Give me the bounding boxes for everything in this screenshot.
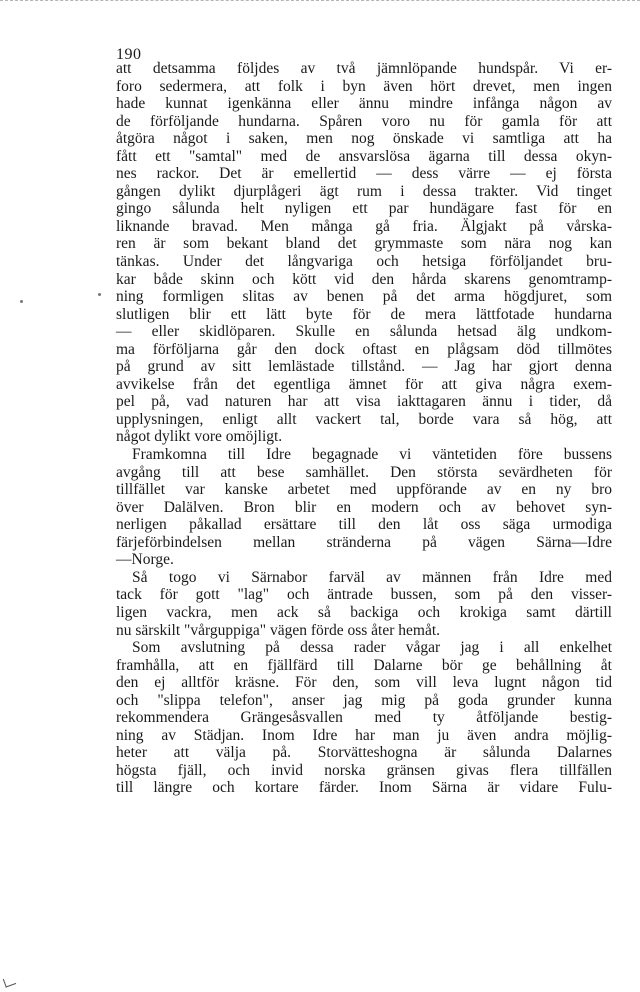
text-line: avvikelse från det egentliga ämnet för att giva några exem- — [116, 375, 612, 393]
scan-speck — [20, 300, 23, 303]
text-line: högsta fjäll, och invid norska gränsen givas flera tillfällen — [116, 761, 612, 779]
text-line: gången dylikt djurplågeri ägt rum i dessa trakter. Vid tinget — [116, 182, 612, 200]
paragraph — [116, 60, 612, 446]
text-line: fått ett "samtal" med de ansvarslösa ägarna till dessa okyn- — [116, 147, 612, 165]
text-line: och "slippa telefon", anser jag mig på goda grunder kunna — [116, 691, 612, 709]
text-line: Framkomna till Idre begagnade vi väntetiden före bussens — [132, 446, 612, 464]
text-line: upplysningen, enligt allt vackert tal, borde vara så hög, att — [116, 410, 612, 428]
text-line: Så togo vi Särnabor farväl av männen från Idre med — [132, 568, 612, 586]
text-line: över Dalälven. Bron blir en modern och av behovet syn- — [116, 498, 612, 516]
text-line: färjeförbindelsen mellan stränderna på vägen Särna—Idre — [116, 533, 612, 551]
text-line: —Norge. — [116, 551, 174, 569]
text-line: tänkas. Under det långvariga och hetsiga förföljandet bru- — [116, 253, 612, 271]
text-line: tack för gott "lag" och äntrade bussen, som på den visser- — [116, 586, 612, 604]
text-line: de förföljande hundarna. Spåren voro nu för gamla för att — [116, 112, 612, 130]
text-line: — eller skidlöparen. Skulle en sålunda hetsad älg undkom- — [116, 323, 612, 341]
scan-speck — [98, 293, 101, 296]
scan-edge — [0, 0, 640, 3]
text-line: nu särskilt "vårguppiga" vägen förde oss åter hemåt. — [116, 621, 441, 639]
text-line: rekommendera Grängesåsvallen med ty åtföljande bestig- — [116, 709, 612, 727]
text-line: ren är som bekant bland det grymmaste som nära nog kan — [116, 235, 612, 253]
text-line: foro sedermera, att folk i byn även hört drevet, men ingen — [116, 77, 612, 95]
text-line: avgång till att bese samhället. Den största sevärdheten för — [116, 463, 612, 481]
text-line: ligen vackra, men ack så backiga och krokiga samt därtill — [116, 603, 612, 621]
text-line: heter att välja på. Storvätteshogna är sålunda Dalarnes — [116, 744, 612, 762]
text-line: på grund av sitt lemlästade tillstånd. — Jag har gjort denna — [116, 358, 612, 376]
text-line: framhålla, att en fjällfärd till Dalarne bör ge behållning åt — [116, 656, 612, 674]
text-line: till längre och kortare färder. Inom Särna är vidare Fulu- — [116, 779, 612, 797]
page-number: 190 — [116, 46, 142, 63]
text-line: nes rackor. Det är emellertid — dess värre — ej första — [116, 165, 612, 183]
text-line: kar både skinn och kött vid den hårda skarens genomtramp- — [116, 270, 612, 288]
text-line: ma förföljarna går den dock oftast en plågsam död tillmötes — [116, 340, 612, 358]
text-line: gingo sålunda helt nyligen ett par hundägare fast för en — [116, 200, 612, 218]
text-line: pel på, vad naturen har att visa iakttagaren ännu i tider, då — [116, 393, 612, 411]
text-line: åtgöra något i saken, men nog önskade vi samtliga att ha — [116, 130, 612, 148]
body-text — [116, 60, 612, 797]
text-line: Som avslutning på dessa rader vågar jag i all enkelhet — [132, 639, 612, 657]
text-line: ning formligen slitas av benen på det arma högdjuret, som — [116, 288, 612, 306]
text-line: att detsamma följdes av två jämnlöpande hundspår. Vi er- — [116, 60, 612, 77]
text-line: liknande bravad. Men många gå fria. Älgjakt på vårska- — [116, 217, 612, 235]
paragraph — [116, 569, 612, 639]
text-line: ning av Städjan. Inom Idre har man ju även andra möjlig- — [116, 726, 612, 744]
text-line: hade kunnat igenkänna eller ännu mindre infånga någon av — [116, 95, 612, 113]
text-line: slutligen blir ett lätt byte för de mera lättfotade hundarna — [116, 305, 612, 323]
text-line: något dylikt vore omöjligt. — [116, 428, 283, 446]
paragraph — [116, 446, 612, 569]
text-line: den ej alltför kräsne. För den, som vill leva lugnt någon tid — [116, 674, 612, 692]
text-line: tillfället var kanske arbetet med uppförande av en ny bro — [116, 481, 612, 499]
paragraph — [116, 639, 612, 797]
text-line: nerligen påkallad ersättare till den låt oss säga urmodiga — [116, 516, 612, 534]
scan-corner-mark — [3, 975, 16, 987]
